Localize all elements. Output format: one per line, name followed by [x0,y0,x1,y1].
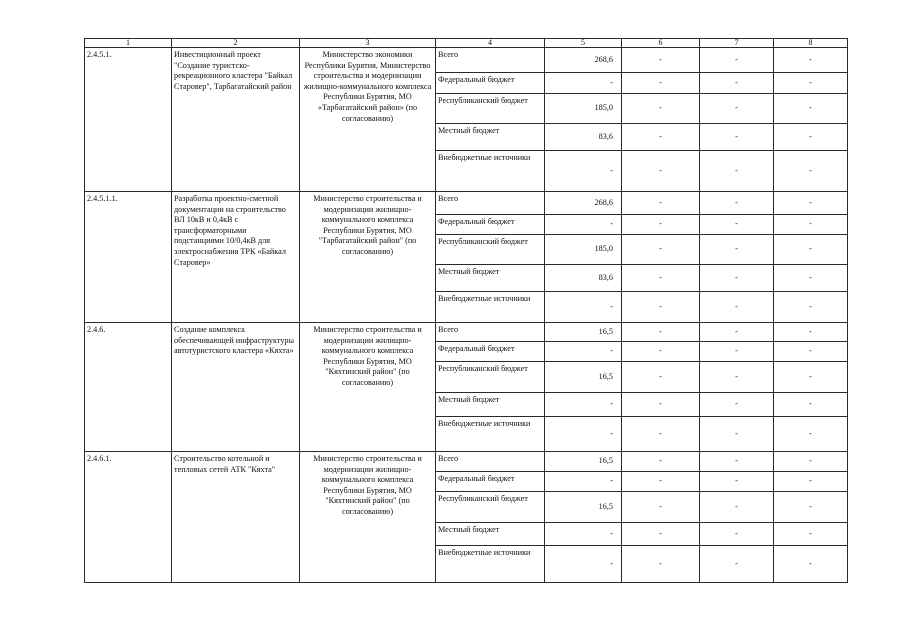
funding-source: Внебюджетные источники [436,546,545,583]
value-col-8: - [774,417,848,452]
value-col-7: - [700,124,774,151]
value-col-7: - [700,94,774,124]
funding-source: Местный бюджет [436,393,545,417]
value-col-5: 83,6 [545,124,622,151]
value-col-5: 16,5 [545,323,622,342]
value-col-5: 16,5 [545,492,622,523]
section-name: Создание комплекса обеспечивающей инфраструктуры автотуристского кластера «Кяхта» [172,323,300,452]
value-col-7: - [700,546,774,583]
value-col-5: 16,5 [545,362,622,393]
value-col-5: - [545,393,622,417]
value-col-8: - [774,94,848,124]
value-col-5: - [545,292,622,323]
value-col-8: - [774,192,848,215]
value-col-6: - [622,292,700,323]
value-col-7: - [700,48,774,73]
value-col-7: - [700,472,774,492]
value-col-7: - [700,492,774,523]
funding-source: Местный бюджет [436,124,545,151]
funding-source: Федеральный бюджет [436,342,545,362]
funding-source: Всего [436,452,545,472]
table-row [85,323,848,342]
table-row [85,192,848,215]
funding-source: Федеральный бюджет [436,215,545,235]
value-col-5: - [545,215,622,235]
value-col-6: - [622,342,700,362]
value-col-6: - [622,393,700,417]
value-col-5: - [545,546,622,583]
funding-source: Республиканский бюджет [436,235,545,265]
value-col-8: - [774,323,848,342]
value-col-8: - [774,151,848,192]
value-col-7: - [700,393,774,417]
value-col-6: - [622,192,700,215]
value-col-5: - [545,342,622,362]
value-col-8: - [774,362,848,393]
funding-source: Всего [436,323,545,342]
value-col-7: - [700,323,774,342]
value-col-5: 185,0 [545,235,622,265]
value-col-7: - [700,452,774,472]
value-col-6: - [622,151,700,192]
value-col-6: - [622,124,700,151]
table-row [85,452,848,472]
value-col-7: - [700,192,774,215]
value-col-5: 268,6 [545,192,622,215]
value-col-5: - [545,73,622,94]
value-col-8: - [774,73,848,94]
section-executor: Министерство экономики Республики Бурятия, Министерство строительства и модернизации жилищно-коммунального комплекса Республики Бурятия, МО «Тарбагатайский район» (по согласованию) [300,48,436,192]
value-col-6: - [622,323,700,342]
value-col-7: - [700,417,774,452]
column-number-1: 1 [85,39,172,48]
funding-source: Местный бюджет [436,523,545,546]
section-code: 2.4.5.1.1. [85,192,172,323]
value-col-8: - [774,124,848,151]
column-number-8: 8 [774,39,848,48]
value-col-5: - [545,151,622,192]
value-col-7: - [700,362,774,393]
value-col-6: - [622,235,700,265]
value-col-8: - [774,546,848,583]
value-col-5: - [545,417,622,452]
value-col-7: - [700,292,774,323]
value-col-6: - [622,265,700,292]
value-col-7: - [700,151,774,192]
funding-source: Республиканский бюджет [436,362,545,393]
column-number-2: 2 [172,39,300,48]
value-col-6: - [622,94,700,124]
funding-source: Внебюджетные источники [436,417,545,452]
value-col-6: - [622,523,700,546]
value-col-6: - [622,452,700,472]
value-col-8: - [774,235,848,265]
value-col-7: - [700,265,774,292]
section-name: Инвестиционный проект "Создание туристско-рекреационного кластера "Байкал Старовер", Тарбагатайский район [172,48,300,192]
value-col-8: - [774,492,848,523]
value-col-8: - [774,265,848,292]
section-name: Строительство котельной и тепловых сетей АТК "Кяхта" [172,452,300,583]
value-col-8: - [774,48,848,73]
funding-source: Всего [436,192,545,215]
column-number-7: 7 [700,39,774,48]
value-col-7: - [700,342,774,362]
value-col-8: - [774,292,848,323]
value-col-6: - [622,48,700,73]
value-col-7: - [700,215,774,235]
value-col-6: - [622,492,700,523]
value-col-8: - [774,342,848,362]
funding-source: Внебюджетные источники [436,151,545,192]
funding-source: Федеральный бюджет [436,472,545,492]
column-number-4: 4 [436,39,545,48]
column-number-5: 5 [545,39,622,48]
funding-source: Всего [436,48,545,73]
budget-table [84,38,848,583]
table-row [85,48,848,73]
value-col-6: - [622,546,700,583]
value-col-5: 268,6 [545,48,622,73]
value-col-8: - [774,393,848,417]
column-number-6: 6 [622,39,700,48]
value-col-6: - [622,417,700,452]
value-col-8: - [774,472,848,492]
section-code: 2.4.5.1. [85,48,172,192]
column-number-header-row [85,39,848,48]
value-col-5: - [545,523,622,546]
section-name: Разработка проектно-сметной документации на строительство ВЛ 10кВ и 0,4кВ с трансформаторными подстанциями 10/0,4кВ для электроснабжения ТРК «Байкал Старовер» [172,192,300,323]
section-code: 2.4.6.1. [85,452,172,583]
funding-source: Внебюджетные источники [436,292,545,323]
value-col-8: - [774,452,848,472]
value-col-7: - [700,523,774,546]
section-executor: Министерство строительства и модернизации жилищно-коммунального комплекса Республики Бурятия, МО "Тарбагатайский район" (по согласованию) [300,192,436,323]
value-col-7: - [700,235,774,265]
value-col-5: - [545,472,622,492]
value-col-7: - [700,73,774,94]
value-col-5: 185,0 [545,94,622,124]
funding-source: Республиканский бюджет [436,492,545,523]
funding-source: Республиканский бюджет [436,94,545,124]
section-executor: Министерство строительства и модернизации жилищно-коммунального комплекса Республики Бурятия, МО "Кяхтинский район" (по согласованию) [300,452,436,583]
value-col-6: - [622,215,700,235]
value-col-6: - [622,472,700,492]
value-col-5: 16,5 [545,452,622,472]
section-executor: Министерство строительства и модернизации жилищно-коммунального комплекса Республики Бурятия, МО "Кяхтинский район" (по согласованию) [300,323,436,452]
funding-source: Федеральный бюджет [436,73,545,94]
funding-source: Местный бюджет [436,265,545,292]
column-number-3: 3 [300,39,436,48]
value-col-6: - [622,73,700,94]
value-col-5: 83,6 [545,265,622,292]
value-col-8: - [774,523,848,546]
value-col-8: - [774,215,848,235]
section-code: 2.4.6. [85,323,172,452]
value-col-6: - [622,362,700,393]
